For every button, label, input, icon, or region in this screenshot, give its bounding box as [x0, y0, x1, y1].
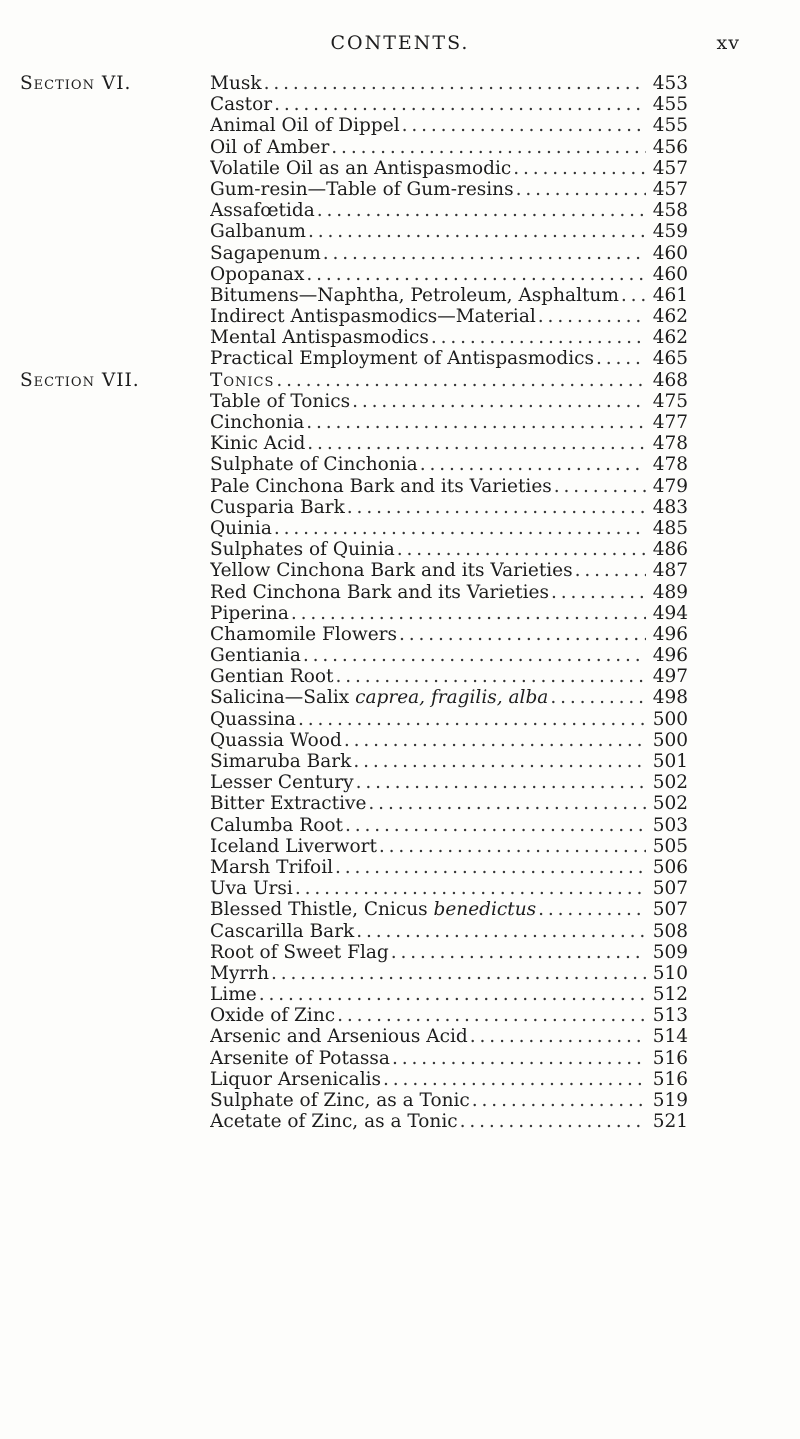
entry-page-number: 521 [652, 1111, 688, 1133]
toc-entry [210, 327, 688, 348]
entry-list [210, 370, 688, 1133]
dot-leader [305, 433, 646, 454]
toc-entry [210, 73, 688, 94]
entry-title [210, 306, 536, 327]
toc-entry [210, 306, 688, 327]
toc-entry [210, 942, 688, 963]
dot-leader [514, 179, 646, 200]
entry-title [210, 327, 429, 348]
toc-entry [210, 454, 688, 475]
entry-page-number: 498 [652, 687, 688, 709]
entry-page-number: 508 [652, 920, 688, 942]
toc-entry [210, 963, 688, 984]
entry-title [210, 751, 351, 772]
entry-title [210, 793, 366, 814]
toc-entry [210, 666, 688, 687]
entry-title-text: Animal Oil of Dippel [210, 115, 400, 137]
entry-title [210, 243, 321, 264]
toc-entry [210, 285, 688, 306]
entry-title-text: Tonics [210, 369, 275, 391]
dot-leader [274, 370, 646, 391]
toc-entry [210, 645, 688, 666]
dot-leader [269, 963, 646, 984]
entry-page-number: 506 [652, 856, 688, 878]
entry-title-text: Quassia Wood [210, 729, 342, 751]
toc-entry [210, 582, 688, 603]
entry-page-number: 483 [652, 496, 688, 518]
dot-leader [397, 624, 646, 645]
entry-page-number: 497 [652, 666, 688, 688]
entry-latin-name: benedictus [433, 899, 537, 921]
entry-page-number: 494 [652, 602, 688, 624]
entry-title [210, 137, 329, 158]
toc-entry [210, 497, 688, 518]
entry-title [210, 1026, 468, 1047]
entry-latin-name: caprea, fragilis, alba [355, 687, 549, 709]
entry-title-text: Sulphate of Cinchonia [210, 454, 418, 476]
section-label: Section VI. [20, 73, 132, 94]
dot-leader [289, 603, 646, 624]
entry-title-text: Cinchonia [210, 412, 305, 433]
entry-page-number: 496 [652, 645, 688, 667]
toc-entry [210, 899, 688, 920]
toc-entry [210, 1005, 688, 1026]
entry-page-number: 478 [652, 454, 688, 476]
entry-title-text: Musk [210, 73, 262, 94]
entry-page-number: 487 [652, 560, 688, 582]
toc-entry [210, 518, 688, 539]
dot-leader [511, 158, 646, 179]
dot-leader [377, 836, 646, 857]
entry-list [210, 73, 688, 370]
toc-entry [210, 857, 688, 878]
dot-leader [366, 793, 646, 814]
entry-title [210, 772, 354, 793]
entry-title-text: Bitumens—Naphtha, Petroleum, Asphaltum [210, 284, 619, 306]
toc-entry [210, 603, 688, 624]
entry-title-text: Opopanax [210, 263, 305, 285]
entry-title-text: Uva Ursi [210, 878, 293, 900]
entry-page-number: 510 [652, 962, 688, 984]
toc-entry [210, 687, 688, 708]
entry-page-number: 478 [652, 433, 688, 455]
entry-page-number: 475 [652, 390, 688, 412]
dot-leader [257, 984, 646, 1005]
dot-leader [389, 942, 646, 963]
entry-page-number: 457 [652, 157, 688, 179]
dot-leader [536, 306, 646, 327]
entry-title-text: Calumba Root [210, 814, 343, 836]
toc-entry [210, 221, 688, 242]
entry-page-number: 516 [652, 1047, 688, 1069]
section-label: Section VII. [20, 369, 140, 391]
toc-entry [210, 158, 688, 179]
entry-page-number: 455 [652, 115, 688, 137]
entry-title [210, 391, 350, 412]
entry-title [210, 836, 377, 857]
dot-leader [395, 539, 646, 560]
toc-entry [210, 560, 688, 581]
dot-leader [470, 1090, 646, 1111]
entry-page-number: 477 [652, 412, 688, 433]
entry-title [210, 285, 619, 306]
entry-title [210, 645, 301, 666]
toc-entry [210, 243, 688, 264]
entry-title-text: Root of Sweet Flag [210, 941, 389, 963]
entry-title-text: Marsh Trifoil [210, 856, 334, 878]
entry-title [210, 687, 548, 708]
entry-title-text: Arsenite of Potassa [210, 1047, 390, 1069]
entry-title-text: Lime [210, 984, 257, 1006]
table-of-contents [0, 73, 800, 1132]
entry-page-number: 461 [652, 284, 688, 306]
entry-page-number: 501 [652, 751, 688, 772]
entry-title-text: Cascarilla Bark [210, 920, 355, 942]
entry-title [210, 73, 262, 94]
entry-title [210, 348, 594, 369]
entry-title-text: Yellow Cinchona Bark and its Varieties [210, 560, 573, 582]
toc-entry [210, 1111, 688, 1132]
entry-title [210, 624, 397, 645]
toc-entry [210, 1090, 688, 1111]
dot-leader [342, 730, 646, 751]
toc-entry [210, 539, 688, 560]
dot-leader [458, 1111, 646, 1132]
entry-page-number: 500 [652, 729, 688, 751]
entry-title-text: Liquor Arsenicalis [210, 1068, 382, 1090]
entry-title [210, 200, 315, 221]
dot-leader [293, 878, 646, 899]
entry-title [210, 921, 354, 942]
dot-leader [594, 348, 646, 369]
entry-title-text: Castor [210, 94, 273, 116]
entry-page-number: 455 [652, 94, 688, 116]
entry-title [210, 709, 296, 730]
toc-entry [210, 751, 688, 772]
entry-title [210, 1090, 470, 1111]
entry-page-number: 502 [652, 772, 688, 794]
entry-page-number: 507 [652, 899, 688, 921]
dot-leader [536, 899, 646, 920]
dot-leader [345, 497, 646, 518]
entry-title [210, 1005, 335, 1026]
toc-entry [210, 137, 688, 158]
dot-leader [381, 1069, 646, 1090]
entry-title [210, 370, 274, 391]
dot-leader [321, 243, 646, 264]
toc-entry [210, 348, 688, 369]
entry-title [210, 539, 395, 560]
toc-entry [210, 391, 688, 412]
entry-title [210, 984, 257, 1005]
entry-title-text: Bitter Extractive [210, 793, 367, 815]
entry-title [210, 878, 293, 899]
page-number: xv [716, 32, 740, 54]
dot-leader [306, 221, 646, 242]
entry-title [210, 942, 389, 963]
entry-title-text: Galbanum [210, 221, 306, 243]
entry-title [210, 857, 333, 878]
dot-leader [390, 1048, 646, 1069]
entry-title-text: Acetate of Zinc, as a Tonic [210, 1111, 458, 1133]
toc-section [0, 370, 800, 1133]
running-title: CONTENTS. [330, 32, 470, 54]
entry-title-text: Gentian Root [210, 666, 334, 688]
entry-title [210, 264, 304, 285]
entry-title-text: Gum-resin—Table of Gum-resins [210, 178, 514, 200]
entry-page-number: 507 [652, 878, 688, 900]
entry-title-text: Arsenic and Arsenious Acid [210, 1026, 468, 1048]
dot-leader [619, 285, 646, 306]
entry-title-text: Chamomile Flowers [210, 623, 397, 645]
entry-title-text: Piperina [210, 602, 289, 624]
toc-entry [210, 815, 688, 836]
toc-entry [210, 772, 688, 793]
entry-page-number: 462 [652, 327, 688, 349]
toc-entry [210, 1048, 688, 1069]
entry-page-number: 519 [652, 1090, 688, 1111]
toc-entry [210, 878, 688, 899]
entry-title [210, 412, 304, 433]
entry-title [210, 454, 418, 475]
dot-leader [262, 73, 646, 94]
toc-entry [210, 94, 688, 115]
entry-page-number: 462 [652, 306, 688, 328]
dot-leader [354, 772, 646, 793]
dot-leader [351, 751, 646, 772]
entry-page-number: 468 [652, 369, 688, 391]
entry-title [210, 666, 333, 687]
toc-entry [210, 793, 688, 814]
entry-page-number: 496 [652, 623, 688, 645]
dot-leader [468, 1026, 646, 1047]
entry-title [210, 1069, 381, 1090]
toc-entry [210, 115, 688, 136]
dot-leader [350, 391, 646, 412]
entry-title-text: Salicina—Salix [210, 687, 350, 709]
entry-title-text: Mental Antispasmodics [210, 327, 429, 349]
dot-leader [272, 94, 646, 115]
entry-page-number: 460 [652, 263, 688, 285]
entry-title-text: Cusparia Bark [210, 496, 345, 518]
entry-title-text: Oxide of Zinc [210, 1005, 336, 1027]
entry-page-number: 485 [652, 517, 688, 539]
entry-title [210, 476, 552, 497]
entry-title-text: Volatile Oil as an Antispasmodic [210, 157, 512, 179]
entry-title [210, 94, 272, 115]
entry-page-number: 465 [652, 348, 688, 370]
dot-leader [548, 687, 646, 708]
entry-title [210, 221, 306, 242]
entry-page-number: 489 [652, 581, 688, 603]
entry-page-number: 500 [652, 708, 688, 730]
entry-title-text: Blessed Thistle, Cnicus [210, 899, 428, 921]
entry-title [210, 1111, 458, 1132]
dot-leader [418, 454, 646, 475]
entry-title-text: Myrrh [210, 962, 269, 984]
dot-leader [400, 115, 646, 136]
entry-title-text: Practical Employment of Antispasmodics [210, 348, 594, 370]
toc-entry [210, 200, 688, 221]
toc-entry [210, 709, 688, 730]
entry-title-text: Simaruba Bark [210, 751, 352, 772]
entry-page-number: 512 [652, 984, 688, 1006]
entry-page-number: 509 [652, 941, 688, 963]
entry-page-number: 486 [652, 539, 688, 561]
toc-entry [210, 984, 688, 1005]
entry-title-text: Sulphates of Quinia [210, 539, 395, 561]
entry-title [210, 582, 549, 603]
entry-title-text: Lesser Century [210, 772, 354, 794]
dot-leader [335, 1005, 646, 1026]
entry-title-text: Table of Tonics [210, 390, 351, 412]
toc-entry [210, 370, 688, 391]
toc-entry [210, 730, 688, 751]
dot-leader [549, 582, 646, 603]
entry-title-text: Sulphate of Zinc, as a Tonic [210, 1090, 470, 1111]
entry-title-text: Red Cinchona Bark and its Varieties [210, 581, 549, 603]
entry-title [210, 730, 342, 751]
dot-leader [296, 709, 646, 730]
entry-page-number: 457 [652, 178, 688, 200]
toc-entry [210, 433, 688, 454]
toc-entry [210, 264, 688, 285]
toc-entry [210, 624, 688, 645]
toc-entry [210, 412, 688, 433]
dot-leader [573, 560, 646, 581]
toc-entry [210, 476, 688, 497]
entry-title-text: Pale Cinchona Bark and its Varieties [210, 475, 552, 497]
entry-title-text: Assafœtida [210, 200, 315, 222]
toc-entry [210, 1069, 688, 1090]
dot-leader [333, 857, 646, 878]
entry-page-number: 514 [652, 1026, 688, 1048]
entry-title-text: Quinia [210, 517, 272, 539]
entry-title [210, 1048, 390, 1069]
entry-title-text: Iceland Liverwort [210, 835, 377, 857]
entry-title-text: Quassina [210, 708, 296, 730]
entry-title-text: Sagapenum [210, 242, 321, 264]
toc-entry [210, 179, 688, 200]
toc-entry [210, 836, 688, 857]
entry-title [210, 963, 269, 984]
entry-title [210, 518, 272, 539]
entry-title [210, 899, 536, 920]
dot-leader [354, 921, 646, 942]
toc-entry [210, 1026, 688, 1047]
entry-title [210, 158, 511, 179]
entry-page-number: 516 [652, 1068, 688, 1090]
dot-leader [333, 666, 646, 687]
entry-page-number: 458 [652, 200, 688, 222]
entry-title-text: Oil of Amber [210, 136, 330, 158]
entry-page-number: 505 [652, 835, 688, 857]
dot-leader [552, 476, 646, 497]
entry-page-number: 479 [652, 475, 688, 497]
dot-leader [429, 327, 646, 348]
entry-title [210, 560, 573, 581]
dot-leader [315, 200, 646, 221]
entry-page-number: 459 [652, 221, 688, 243]
entry-title [210, 603, 289, 624]
entry-title-text: Kinic Acid [210, 433, 306, 455]
page-header [0, 32, 800, 62]
entry-page-number: 460 [652, 242, 688, 264]
dot-leader [329, 137, 646, 158]
dot-leader [343, 815, 646, 836]
entry-title [210, 115, 400, 136]
dot-leader [304, 412, 646, 433]
dot-leader [301, 645, 646, 666]
entry-title-text: Gentiania [210, 645, 301, 667]
entry-page-number: 456 [652, 136, 688, 158]
toc-entry [210, 921, 688, 942]
entry-page-number: 503 [652, 814, 688, 836]
entry-title [210, 497, 345, 518]
dot-leader [304, 264, 646, 285]
entry-page-number: 513 [652, 1005, 688, 1027]
entry-title [210, 433, 305, 454]
entry-page-number: 502 [652, 793, 688, 815]
entry-title [210, 815, 343, 836]
entry-page-number: 453 [652, 73, 688, 94]
entry-title-text: Indirect Antispasmodics—Material [210, 306, 536, 328]
dot-leader [272, 518, 646, 539]
entry-title [210, 179, 514, 200]
toc-section [0, 73, 800, 370]
